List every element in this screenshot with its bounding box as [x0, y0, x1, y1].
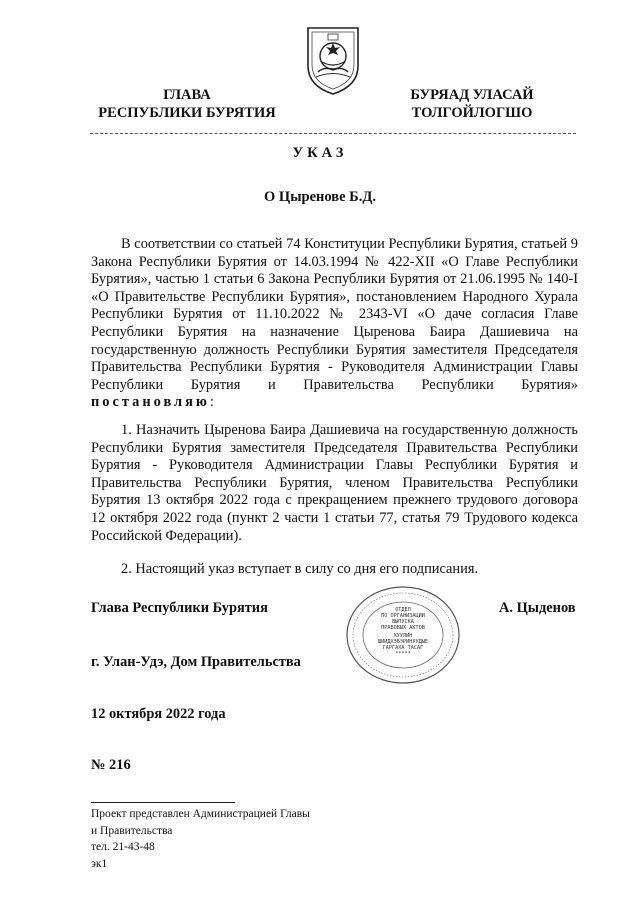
header-divider	[90, 133, 576, 134]
header-left	[88, 86, 286, 122]
decree-word: постановляю	[91, 394, 210, 411]
preamble-text: В соответствии со статьей 74 Конституции Республики Бурятия, статьей 9 Закона Республики Бурятия от 14.03.1994 № 422-XII «О Главе Республики Бурятия», частью 1 статьи 6 Закона Республики Бурятия от 21.06.1995 № 140-I «О Правительстве Республики Бурятия», постановлением Народного Хурала Республики Бурятия от 11.10.2022 № 2343-VI «О даче согласия Главе Республики Бурятия на назначение Цыренова Баира Дашиевича на государственную должность Республики Бурятия заместителя Председателя Правительства Республики Бурятия - Руководителя Администрации Главы Республики Бурятия и Правительства Республики Бурятия»	[91, 236, 578, 393]
header-left-line1: ГЛАВА	[163, 87, 211, 103]
stamp-line1: ОТДЕЛ	[395, 607, 411, 613]
decree-colon: :	[209, 394, 214, 411]
stamp-line4: ПРАВОВЫХ АКТОВ	[381, 625, 425, 631]
stamp-line2: ПО ОРГАНИЗАЦИИ	[381, 613, 425, 619]
header-right-line2: ТОЛГОЙЛОГШО	[411, 105, 533, 121]
stamp-line6: ШИИДХЭБЭРИНУУДЫЕ	[378, 639, 428, 645]
stamp-line8: *****	[395, 651, 411, 657]
preamble-paragraph	[91, 236, 578, 412]
item-1-paragraph	[91, 422, 578, 545]
header-left-line2: РЕСПУБЛИКИ БУРЯТИЯ	[98, 105, 276, 121]
official-stamp	[344, 584, 462, 686]
signing-date: 12 октября 2022 года	[91, 706, 226, 722]
item-2-text: 2. Настоящий указ вступает в силу со дня его подписания.	[121, 561, 479, 577]
stamp-line3: ВЫПУСКА	[392, 619, 414, 625]
document-title: УКАЗ	[292, 145, 348, 161]
item-2-paragraph	[91, 561, 578, 579]
stamp-line5: ХУУЛИН	[393, 633, 413, 639]
decree-number: № 216	[91, 757, 131, 773]
signatory-position: Глава Республики Бурятия	[91, 600, 268, 616]
signatory-name: А. Цыденов	[499, 600, 576, 616]
footnote	[91, 806, 391, 872]
signing-place: г. Улан-Удэ, Дом Правительства	[91, 654, 301, 670]
footnote-line3: тел. 21-43-48	[91, 841, 155, 853]
footnote-divider	[91, 802, 235, 803]
document-subject: О Цыренове Б.Д.	[264, 189, 376, 205]
header-right	[374, 86, 570, 122]
footnote-line1: Проект представлен Администрацией Главы	[91, 808, 310, 820]
footnote-line4: эк1	[91, 857, 108, 870]
footnote-line2: и Правительства	[91, 824, 173, 837]
item-1-text: 1. Назначить Цыренова Баира Дашиевича на государственную должность Республики Бурятия заместителя Председателя Правительства Республики Бурятия - Руководителя Администрации Главы Республики Бурятия и Правительства Республики Бурятия, членом Правительства Республики Бурятия 13 октября 2022 года с прекращением прежнего трудового договора 12 октября 2022 года (пункт 2 части 1 статьи 77, статья 79 Трудового кодекса Российской Федерации).	[91, 422, 578, 544]
header-right-line1: БУРЯАД УЛАСАЙ	[410, 87, 534, 103]
stamp-line7: ГАРГАХА ТАСАГ	[382, 645, 424, 651]
coat-of-arms-emblem	[304, 22, 362, 96]
